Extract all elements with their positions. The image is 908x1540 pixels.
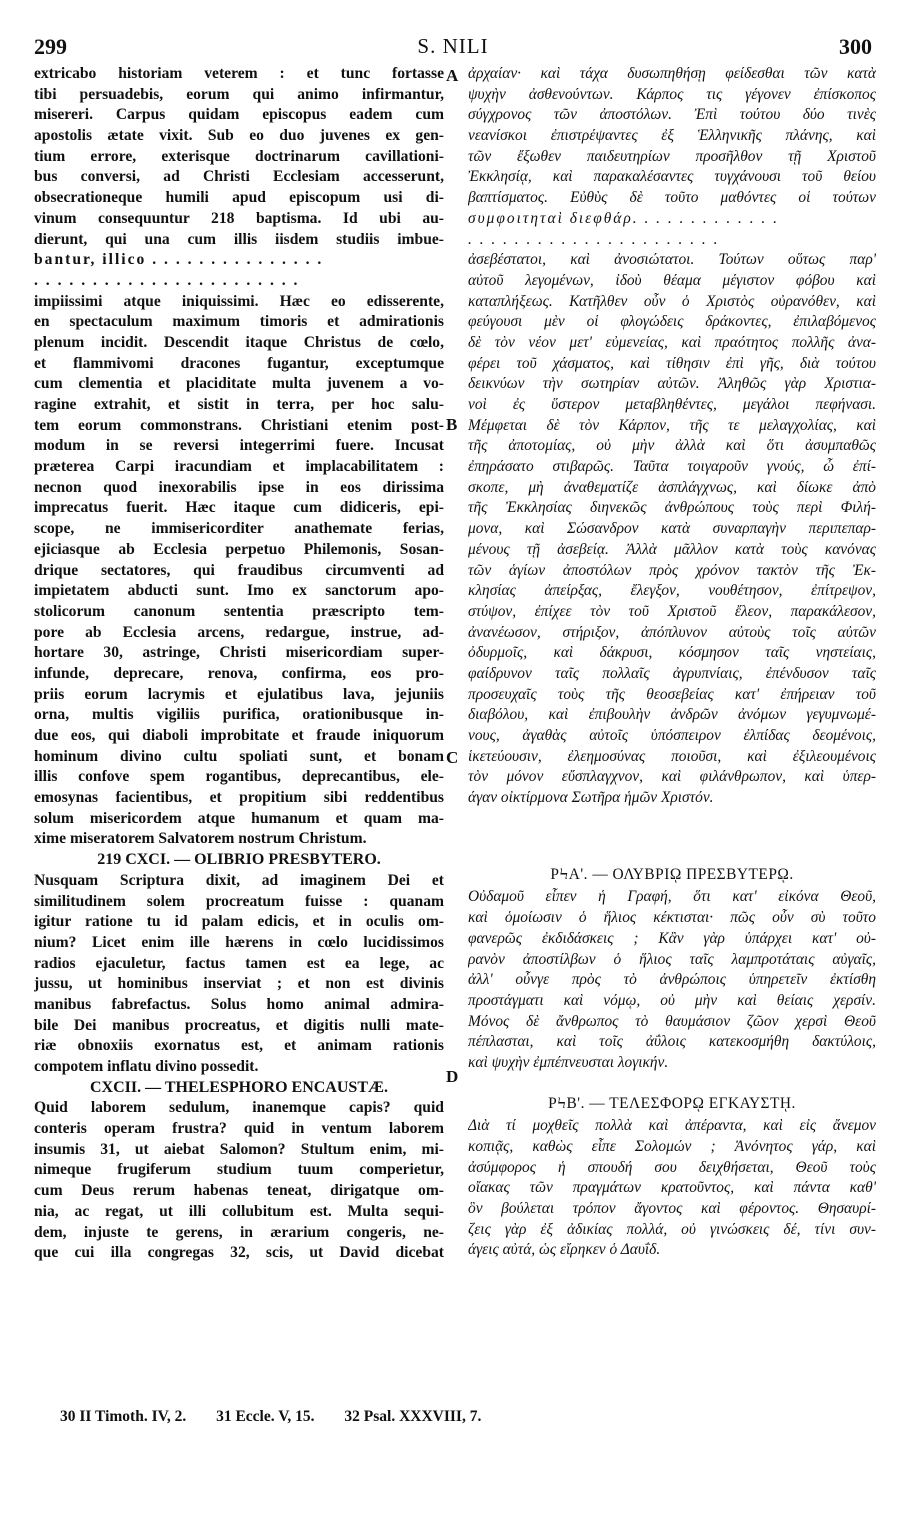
letter-heading: ΡϞΑ'. — ΟΛΥΒΡΙῼ ΠΡΕΣΒΥΤΕΡῼ. <box>550 865 794 883</box>
text-line: καὶ ὁμοίωσιν ὁ ἥλιος κέκτισται· πῶς οὖν σὺ τοῦτο <box>468 909 876 927</box>
text-line: ἀλλ' οὖνγε πρὸς τὸ ἀνθρώποις ὑπηρετεῖν ἐκτίσθη <box>468 971 876 989</box>
footnote: 30 II Timoth. IV, 2. <box>60 1408 187 1425</box>
text-line: τῶν ἁγίων ἀποστόλων πρὸς χρόνον τακτὸν τῆς Ἐκ- <box>468 561 876 579</box>
text-line: Quid laborem sedulum, inanemque capis? quid <box>34 1099 444 1117</box>
text-line: hortare 30, astringe, Christi misericordiam super- <box>34 644 444 662</box>
text-line: impiissimi atque iniquissimi. Hæc eo edisserente, <box>34 292 444 310</box>
margin-letter-c: C <box>446 748 459 767</box>
text-line: tem eorum commonstrans. Christiani etenim post- <box>34 416 444 434</box>
text-line: φεύγουσι μὲν οἱ φλογώδεις δράκοντες, ἐπιλαβόμενος <box>468 313 876 331</box>
margin-letter-b: B <box>446 415 458 434</box>
text-line: . . . . . . . . . . . . . . . . . . . . . . <box>468 230 720 248</box>
text-line: jussu, ut hominibus inserviat ; et non est divinis <box>34 975 444 993</box>
text-line: apostolis ætate vixit. Sub eo duo juvenes ex gen- <box>34 127 444 145</box>
text-line: φανερῶς ἐκδιδάσκεις ; Κἂν γὰρ ὑπάρχει κατ' οὐ- <box>468 929 876 947</box>
text-line: βαπτίσματος. Εὐθὺς δὲ τοῦτο μαθόντες οἱ τούτων <box>468 189 876 207</box>
text-line: stolicorum canonum sententia præscripto tem- <box>34 602 444 620</box>
text-line: καταπλήξεως. Κατῆλθεν οὖν ὁ Χριστὸς οὐρανόθεν, καὶ <box>468 292 876 310</box>
text-line: κλησίας ἀπείρξας, ἔλεγξον, νουθέτησον, ἐπίτρεψον, <box>468 582 876 600</box>
text-line: φέρει τοῦ χάσματος, καὶ τίθησιν ἐπὶ γῆς, διὰ τούτου <box>468 354 876 372</box>
text-line: ragine extrahit, et sistit in terra, per hoc salu- <box>34 396 444 413</box>
footnote: 32 Psal. XXXVIII, 7. <box>344 1408 482 1425</box>
text-line: Ἐκκλησίᾳ, καὶ παρακαλέσαντες τυγχάνουσι τοῦ θείου <box>468 168 876 186</box>
text-line: διαβόλου, καὶ ἐπιβουλὴν ἀνδρῶν ἀνόμων γεγυμνωμέ- <box>468 706 876 724</box>
text-line: δεικνύων τὴν σωτηρίαν αὐτῶν. Ἀληθῶς γὰρ Χριστια- <box>468 375 876 393</box>
text-line: præterea Carpi iracundiam et implacabilitatem : <box>34 458 444 476</box>
text-line: riæ obnoxiis exornatus est, et animam rationis <box>34 1037 444 1055</box>
text-line: nimeque frugiferum studium tuum comperietur, <box>34 1161 444 1179</box>
text-line: τῆς ἀποτομίας, οὐ μὴν ἀλλὰ καὶ ὅτι ἀσυμπαθῶς <box>468 437 876 455</box>
text-line: ἀρχαίαν· καὶ τάχα δυσωπηθήσῃ φείδεσθαι τῶν κατὰ <box>468 65 876 82</box>
text-line: Μέμφεται δὲ τὸν Κάρπον, τῆς τε μελαγχολίας, καὶ <box>468 416 876 434</box>
text-line: ἱκετεύουσιν, ἐλεημοσύνας ποιοῦσι, καὶ ἐξιλεουμένοις <box>468 747 876 765</box>
text-line: νεανίσκοι ἐπιστρέψαντες ἐξ Ἑλληνικῆς πλάνης, καὶ <box>468 127 876 145</box>
text-line: Οὐδαμοῦ εἶπεν ἡ Γραφή, ὅτι κατ' εἰκόνα Θεοῦ, <box>468 888 876 906</box>
text-line: extricabo historiam veterem : et tunc fortasse <box>34 65 444 82</box>
text-line: ὀδυρμοῖς, καὶ δάκρυσι, κόσμησον ταῖς νηστείαις, <box>468 644 876 662</box>
text-line: illis confove spem rogantibus, deprecantibus, ele- <box>34 768 444 786</box>
text-line: ζεις γὰρ ἐξ ἀδικίας πολλά, οὐ γινώσκεις δέ, τίνι συν- <box>468 1220 876 1238</box>
margin-letter-d: D <box>446 1067 459 1086</box>
text-line: τῶν ἔξωθεν παιδευτηρίων προσῆλθον τῇ Χριστοῦ <box>468 147 876 165</box>
text-line: manibus fabrefactus. Solus homo animal admira- <box>34 995 444 1013</box>
text-line: drique sectatores, qui fraudibus circumventi ad <box>34 561 444 579</box>
text-line: αὐτοῦ λεγομένων, ἰδοὺ θέαμα μέγιστον φόβου καὶ <box>468 271 876 289</box>
text-line: σύγχρονος τῶν ἀποστόλων. Ἐπὶ τούτου δύο τινὲς <box>468 106 876 124</box>
text-line: δὲ τὸν νέον μετ' εὐμενείας, καὶ πραότητος πολλῆς ἀνα- <box>468 333 876 351</box>
text-line: ejiciasque ab Ecclesia perpetuo Philemonis, Sosan- <box>34 540 444 558</box>
text-line: bus conversi, ad Christi Ecclesiam accesserunt, <box>34 168 444 186</box>
text-line: νοὶ ἐς ὕστερον μεταβληθέντες, μεγάλοι πεφήνασι. <box>468 396 876 413</box>
text-line: κοπιᾷς, καθὼς εἶπε Σολομών ; Ἀνόνητος γάρ, καὶ <box>468 1138 876 1155</box>
text-line: xime miseratorem Salvatorem nostrum Christum. <box>34 830 367 848</box>
text-line: misereri. Carpus quidam episcopus eadem cum <box>34 106 444 124</box>
text-line: priis eorum lacrymis et ejulatibus lava, jejuniis <box>34 685 444 703</box>
text-line: προσευχαῖς τοὺς τῆς θεοσεβείας κατ' ἐπήρειαν τοῦ <box>468 685 876 703</box>
text-line: due eos, qui diaboli improbitate et fraude iniquorum <box>34 727 444 744</box>
text-line: cum clementia et placiditate multa juvenem a vo- <box>34 375 444 393</box>
text-line: ρανὸν ἀποστίλβων ὁ ἥλιος ταῖς λαμπροτάταις αὐγαῖς, <box>468 950 876 968</box>
text-line: emosynas facientibus, et propitium sibi reddentibus <box>34 789 444 807</box>
text-line: ἀσεβέστατοι, καὶ ἀνοσιώτατοι. Τούτων οὕτως παρ' <box>468 251 876 269</box>
text-line: tium errore, exterisque doctrinarum cavillationi- <box>34 147 444 165</box>
text-line: νους, ἀγαθὰς αὐτοῖς ὑπόσπειρον ἐλπίδας δεομένοις, <box>468 727 876 744</box>
text-line: καὶ ψυχὴν ἐμπέπνευσται λογικήν. <box>468 1053 669 1071</box>
text-line: et flammivomi dracones fugantur, exceptumque <box>34 354 444 372</box>
footnotes <box>60 1408 507 1426</box>
running-title: S. NILI <box>417 34 489 58</box>
text-line: modum in se reversi integerrimi fuere. Incusat <box>34 437 444 455</box>
text-line: orna, multis vigiliis purifica, orationibusque in- <box>34 706 444 724</box>
text-line: bantur, illico . . . . . . . . . . . . . . . <box>34 251 324 269</box>
text-line: radios ejaculetur, factus tamen est ea lege, ac <box>34 954 444 972</box>
letter-heading: CXCII. — THELESPHORO ENCAUSTÆ. <box>90 1078 388 1096</box>
text-line: dierunt, qui una cum illis iisdem studiis imbue- <box>34 230 444 248</box>
text-line: φαίδρυνον ταῖς πολλαῖς ἀγρυπνίαις, ἐπένδυσον ταῖς <box>468 664 876 682</box>
letter-heading: ΡϞΒ'. — ΤΕΛΕΣΦΟΡῼ ΕΓΚΑΥΣΤῌ. <box>548 1094 796 1112</box>
text-line: ἀσύμφορος ἡ σπουδή σου δειχθήσεται, Θεοῦ τοὺς <box>468 1158 876 1176</box>
page-number-right: 300 <box>839 34 872 59</box>
text-line: προστάγματι καὶ νόμῳ, οὐ μὴν καὶ θείαις χερσίν. <box>468 991 876 1009</box>
text-line: vinum consequuntur 218 baptisma. Id ubi au- <box>34 209 444 227</box>
text-line: τῆς Ἐκκλησίας διηνεκῶς ἀνθρώπους τοὺς περὶ Φιλή- <box>468 499 876 517</box>
text-line: άγαν οἰκτίρμονα Σωτῆρα ἡμῶν Χριστόν. <box>468 789 714 807</box>
text-line: Μόνος δὲ ἄνθρωπος τὸ θαυμάσιον ζῶον χερσὶ Θεοῦ <box>468 1012 876 1030</box>
text-line: ἀνανέωσον, στήριξον, ἀπόπλυνον αὐτοὺς τοῖς αὐτῶν <box>468 623 876 641</box>
margin-letter-a: A <box>446 66 459 85</box>
text-line: nia, ac regat, ut illi collubitum est. Multa sequi- <box>34 1202 444 1220</box>
text-line: cum Deus rerum habenas teneat, dirigatque om- <box>34 1182 444 1200</box>
text-line: compotem inflatu divino possedit. <box>34 1058 259 1075</box>
text-line: similitudinem solem procreatum fuisse : quanam <box>34 892 444 910</box>
text-line: ὃν βούλεται τρόπον ἄγοντος καὶ φέροντος. Θησαυρί- <box>468 1200 876 1218</box>
latin-column <box>34 64 444 1264</box>
text-line: σκοπε, μὴ ἀναθεματίζε ἀσπλάγχνως, καὶ δίωκε ἀπὸ <box>468 478 876 496</box>
text-line: μονα, καὶ Σώσανδρον κατὰ συναρπαγὴν περιπεπαρ- <box>468 520 876 538</box>
text-line: en spectaculum maximum timoris et admirationis <box>34 313 444 331</box>
text-line: μένους τῇ ἀσεβείᾳ. Ἀλλὰ μᾶλλον κατὰ τοὺς κανόνας <box>468 540 876 558</box>
text-line: Διὰ τί μοχθεῖς πολλὰ καὶ ἀπέραντα, καὶ εἰς ἄνεμον <box>468 1117 876 1135</box>
text-line: obsecrationeque humili apud episcopum usi di- <box>34 189 444 207</box>
text-line: bile Dei manibus procreatus, et digitis nulli mate- <box>34 1016 444 1034</box>
letter-heading: 219 CXCI. — OLIBRIO PRESBYTERO. <box>97 851 381 869</box>
text-line: στύψον, ἐπίχεε τὸν τοῦ Χριστοῦ ἔλεον, παρακάλεσον, <box>468 602 876 620</box>
footnote: 31 Eccle. V, 15. <box>216 1408 315 1425</box>
text-line: άγεις αὐτά, ὡς εἴρηκεν ὁ Δαυΐδ. <box>468 1241 661 1259</box>
text-line: imprecatus fuerit. Hæc itaque cum didiceris, epi- <box>34 499 444 517</box>
text-line: igitur ratione tu id palam edicis, et in oculis om- <box>34 913 444 931</box>
text-line: que cui illa congregas 32, scis, ut David dicebat <box>34 1244 444 1262</box>
text-line: insumis 31, ut aiebat Salomon? Stultum enim, mi- <box>34 1140 444 1158</box>
greek-column <box>468 64 876 1261</box>
text-line: . . . . . . . . . . . . . . . . . . . . . . . <box>34 271 300 289</box>
text-line: solum misericordem atque humanum et quam ma- <box>34 809 444 827</box>
text-line: scope, ne immisericorditer anathemate ferias, <box>34 520 444 538</box>
text-line: pore ab Ecclesia arcens, redargue, instrue, ad- <box>34 623 444 641</box>
text-line: plenum incidit. Descendit itaque Christus de cœlo, <box>34 333 444 351</box>
text-line: Nusquam Scriptura dixit, ad imaginem Dei et <box>34 871 444 889</box>
text-line: συμφοιτηταὶ διεφθάρ. . . . . . . . . . . . . <box>468 209 779 227</box>
text-line: impietatem abducti sunt. Imo ex sanctorum apo- <box>34 582 444 600</box>
text-line: nium? Licet enim ille hærens in cœlo lucidissimos <box>34 933 444 951</box>
text-line: ἐπηράσατο στιβαρῶς. Ταῦτα τοιγαροῦν γνούς, ὦ ἐπί- <box>468 458 876 476</box>
text-line: ψυχὴν ἀσθενούντων. Κάρπος τις γέγονεν ἐπίσκοπος <box>468 85 876 103</box>
page-header <box>34 34 872 62</box>
text-line: necnon quod inexorabilis ipse in eos dirissima <box>34 478 444 496</box>
text-line: dem, injuste te gerens, in ærarium congeris, ne- <box>34 1223 444 1241</box>
text-line: πέπλασται, καὶ τοῖς ἀΰλοις κατεκοσμήθη δακτύλοις, <box>468 1033 876 1051</box>
text-line: οἴακας τῶν πραγμάτων κρατοῦντος, καὶ πάντα καθ' <box>468 1179 876 1197</box>
page-number-left: 299 <box>34 34 67 59</box>
text-line: tibi persuadebis, eorum qui animo infirmantur, <box>34 85 444 103</box>
text-line: infunde, deprecare, renova, confirma, eos pro- <box>34 664 444 682</box>
text-line: conteris operam frustra? quid in ventum laborem <box>34 1120 444 1138</box>
text-line: hominum divino cultu spoliati sunt, et bonam <box>34 747 444 765</box>
text-line: τὸν μόνον εὔσπλαγχνον, καὶ φιλάνθρωπον, καὶ ὑπερ- <box>468 768 876 786</box>
